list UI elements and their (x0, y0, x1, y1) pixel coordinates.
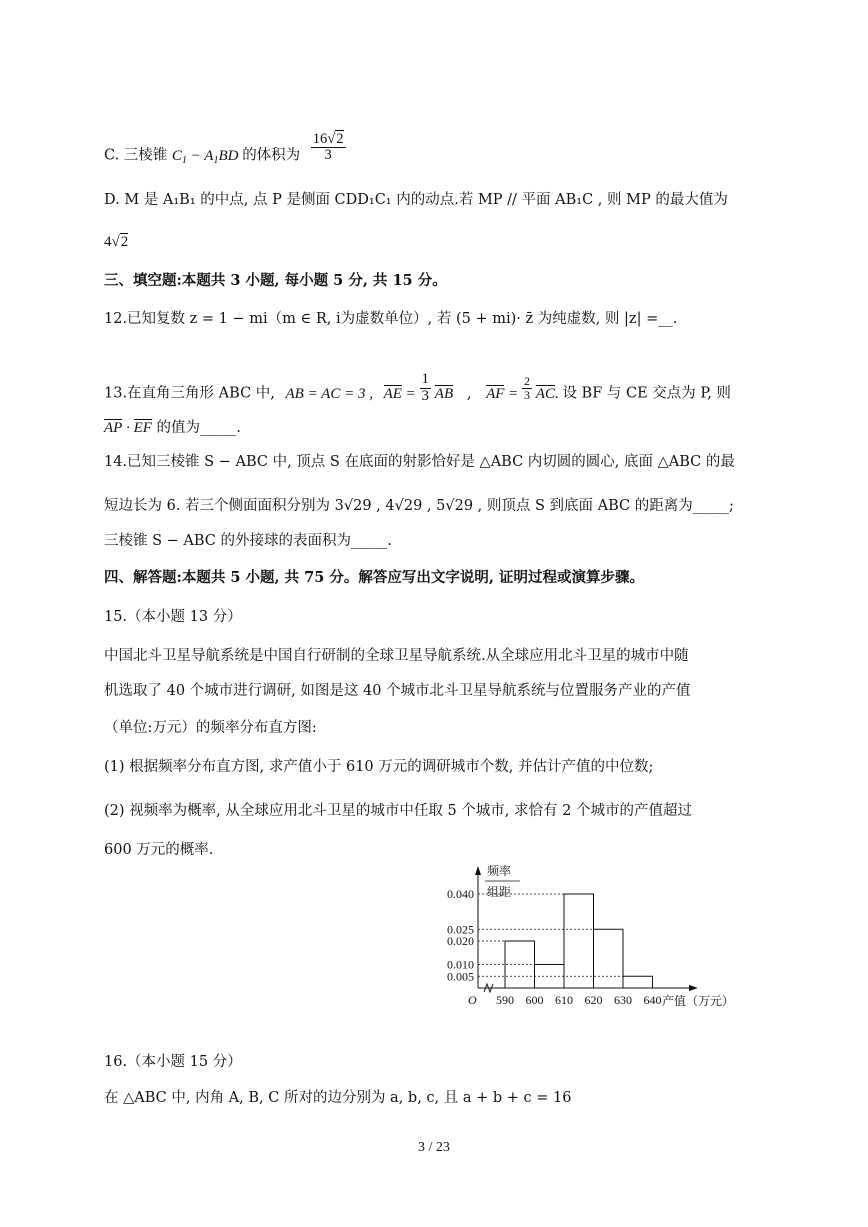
question-12: 12.已知复数 z = 1 − mi（m ∈ R, i为虚数单位）, 若 (5 + mi)· z̄ 为纯虚数, 则 |z| =__. (104, 311, 678, 327)
y-label-bottom: 组距 (487, 885, 512, 899)
pyramid-label: $C_1 - A_1BD$ (171, 147, 243, 166)
question-14-line3: 三棱锥 S − ABC 的外接球的表面积为_____. (104, 533, 392, 549)
question-15-sub2a: (2) 视频率为概率, 从全球应用北斗卫星的城市中任取 5 个城市, 求恰有 2 个城市的产值超过 (104, 803, 692, 819)
option-d-line2: 4√2 (104, 234, 129, 250)
c-num-rad: 2 (336, 131, 344, 147)
y-label-top: 频率 (487, 864, 512, 878)
section-3-heading: 三、填空题:本题共 3 小题, 每小题 5 分, 共 15 分。 (104, 272, 447, 289)
x-axis-label: 产值（万元） (662, 994, 735, 1008)
axis-break (484, 984, 493, 992)
x-tick-label: 600 (525, 993, 544, 1007)
question-15-heading: 15.（本小题 13 分） (104, 609, 242, 625)
x-tick-label: 630 (614, 993, 632, 1007)
question-15-sub1: (1) 根据频率分布直方图, 求产值小于 610 万元的调研城市个数, 并估计产值的中位数; (104, 759, 654, 775)
c-den: 3 (324, 147, 332, 164)
question-13-line1: 13.在直角三角形 ABC 中, AB = AC = 3 , AE = $\frac{1}{3}$ AB , AF = $\frac{2}{3}$ AC. 设 BF 与 CE 交点为 P, 则 (104, 371, 731, 404)
question-15-para2: 机选取了 40 个城市进行调研, 如图是这 40 个城市北斗卫星导航系统与位置服务产业的产值 (104, 683, 691, 699)
q13-line2-text: 的值为_____. (156, 420, 241, 436)
histogram-bar (594, 929, 624, 988)
histogram-bar (564, 894, 594, 988)
option-c-value: $\frac{16√2}{3}$ (312, 131, 344, 164)
question-16-heading: 16.（本小题 15 分） (104, 1054, 242, 1070)
x-axis-arrow (689, 985, 698, 991)
q13-part-b: AB = AC = 3 , (285, 385, 373, 402)
d-coef: 4 (104, 234, 112, 250)
question-14-line1: 14.已知三棱锥 S − ABC 中, 顶点 S 在底面的射影恰好是 △ABC 内切圆的圆心, 底面 △ABC 的最 (104, 454, 735, 470)
section-4-heading: 四、解答题:本题共 5 小题, 共 75 分。解答应写出文字说明, 证明过程或演算步骤。 (104, 569, 645, 586)
y-tick-label: 0.040 (447, 887, 474, 901)
y-axis-arrow (475, 866, 481, 875)
x-tick-label: 590 (496, 993, 514, 1007)
question-15-para3: （单位:万元）的频率分布直方图: (104, 720, 317, 736)
question-13-line2: AP · EF 的值为_____. (104, 420, 241, 436)
y-tick-label: 0.020 (447, 934, 474, 948)
option-d-line1: D. M 是 A₁B₁ 的中点, 点 P 是侧面 CDD₁C₁ 内的动点.若 MP // 平面 AB₁C , 则 MP 的最大值为 (104, 192, 728, 208)
c-num: 16 (312, 131, 328, 147)
frequency-histogram (430, 858, 770, 1018)
option-c (104, 131, 346, 171)
question-15-sub2b: 600 万元的概率. (104, 842, 214, 858)
y-tick-label: 0.010 (447, 957, 474, 972)
y-tick-label: 0.005 (447, 969, 474, 984)
y-tick-label: 0.025 (447, 922, 474, 937)
d-rad: 2 (120, 234, 129, 250)
x-tick-label: 610 (555, 993, 573, 1007)
origin-label: O (468, 993, 477, 1007)
q13-part-c: 设 BF 与 CE 交点为 P, 则 (562, 385, 731, 402)
page-number: 3 / 23 (418, 1140, 450, 1155)
histogram-bar (623, 976, 653, 988)
x-tick-label: 620 (584, 993, 603, 1007)
option-c-suffix: 的体积为 (242, 147, 301, 164)
question-14-line2: 短边长为 6. 若三个侧面面积分别为 3√29 , 4√29 , 5√29 , 则顶点 S 到底面 ABC 的距离为_____; (104, 498, 734, 514)
question-15-para1: 中国北斗卫星导航系统是中国自行研制的全球卫星导航系统.从全球应用北斗卫星的城市中随 (104, 648, 689, 664)
q13-part-a: 13.在直角三角形 ABC 中, (104, 385, 275, 402)
x-tick-label: 640 (643, 993, 662, 1007)
option-c-prefix: C. 三棱锥 (104, 147, 168, 164)
question-16-para1: 在 △ABC 中, 内角 A, B, C 所对的边分别为 a, b, c, 且 a + b + c = 16 (104, 1090, 572, 1106)
